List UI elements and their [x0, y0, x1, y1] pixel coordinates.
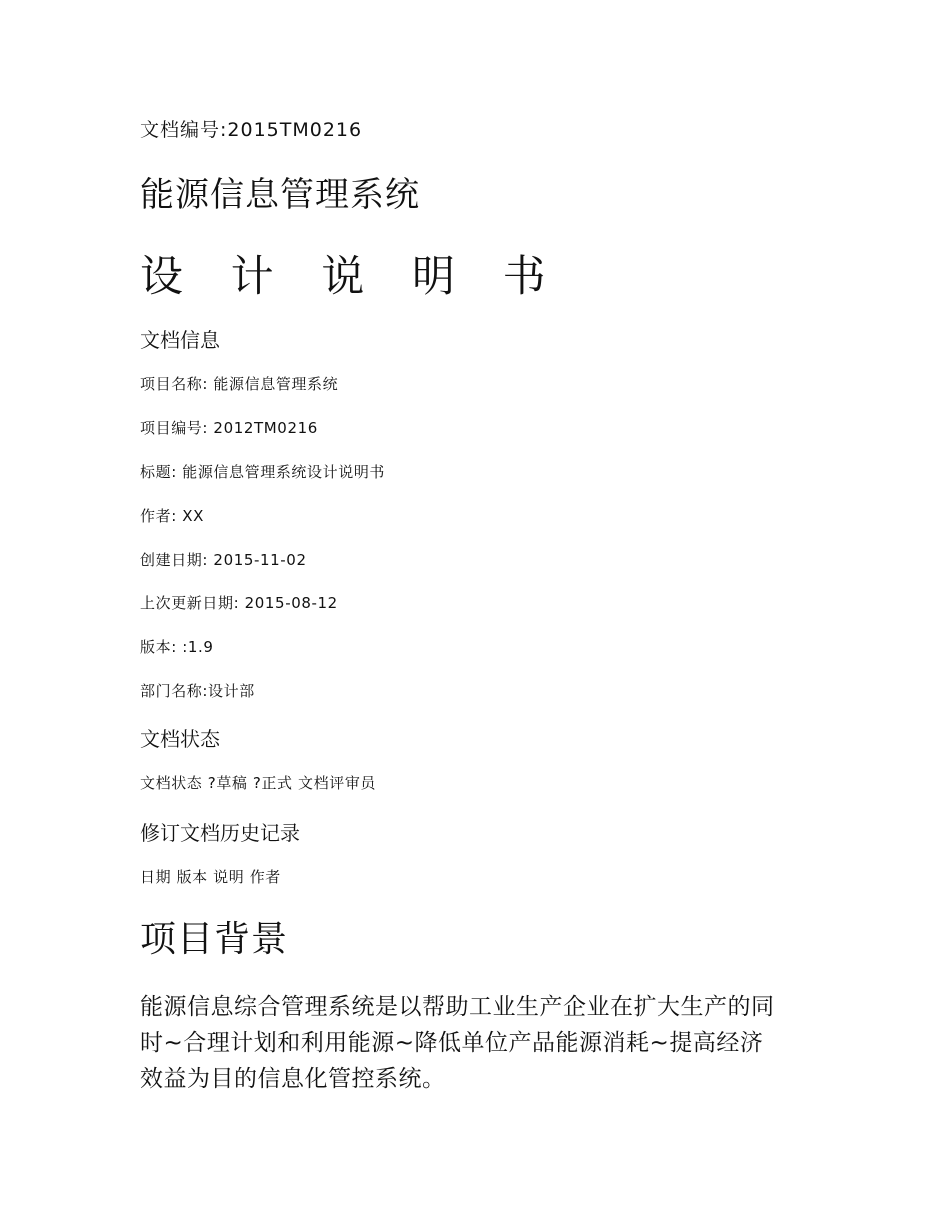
background-line: 效益为目的信息化管控系统。 [140, 1066, 446, 1092]
history-heading: 修订文档历史记录 [140, 821, 300, 845]
info-project-number: 项目编号: 2012TM0216 [140, 419, 318, 437]
document-number: 文档编号:2015TM0216 [140, 119, 363, 141]
info-department: 部门名称:设计部 [140, 682, 255, 700]
background-line: 时~合理计划和利用能源~降低单位产品能源消耗~提高经济 [140, 1030, 764, 1056]
section-heading-background: 项目背景 [140, 919, 289, 960]
document-title: 能源信息管理系统 [140, 175, 420, 215]
history-columns: 日期 版本 说明 作者 [140, 868, 281, 886]
background-paragraph [140, 989, 810, 1097]
background-line: 能源信息综合管理系统是以帮助工业生产企业在扩大生产的同 [140, 994, 775, 1020]
status-line: 文档状态 ?草稿 ?正式 文档评审员 [140, 774, 377, 792]
info-author: 作者: XX [140, 507, 204, 525]
info-title: 标题: 能源信息管理系统设计说明书 [140, 463, 386, 481]
info-version: 版本: :1.9 [140, 638, 214, 656]
info-heading: 文档信息 [140, 328, 220, 352]
info-updated-date: 上次更新日期: 2015-08-12 [140, 594, 338, 612]
status-heading: 文档状态 [140, 727, 220, 751]
info-project-name: 项目名称: 能源信息管理系统 [140, 375, 339, 393]
info-created-date: 创建日期: 2015-11-02 [140, 551, 307, 569]
document-subtitle: 设 计 说 明 书 [140, 252, 563, 302]
